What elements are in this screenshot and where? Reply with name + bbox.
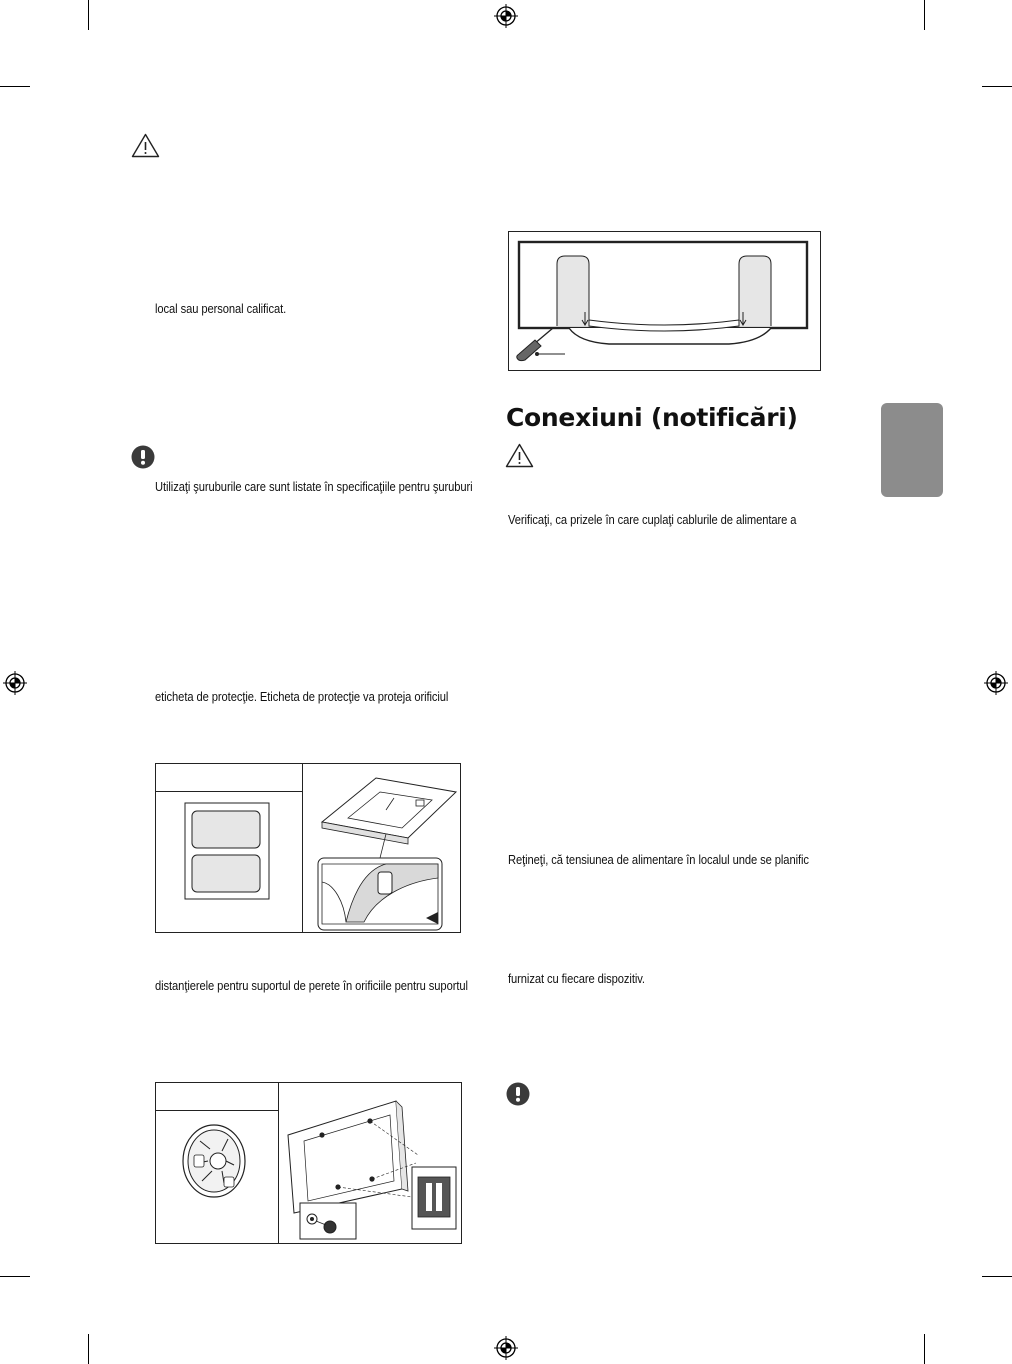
local-personnel-text: local sau personal calificat.	[155, 301, 287, 316]
spacers-note-text: distanţierele pentru suportul de perete în orificiile pentru suportul	[155, 978, 468, 993]
crop-mark	[982, 1276, 1012, 1277]
warning-triangle-icon	[505, 443, 534, 468]
crop-mark	[982, 86, 1012, 87]
protection-label-figure	[155, 763, 461, 933]
warning-triangle-icon	[131, 133, 160, 158]
crop-mark	[924, 1334, 925, 1364]
voltage-note-text: Reţineţi, că tensiunea de alimentare în localul unde se planific	[508, 852, 809, 867]
protection-sticker-illustration	[184, 802, 270, 900]
outlets-note-text: Verificaţi, ca prizele în care cuplaţi cablurile de alimentare a	[508, 512, 797, 527]
language-side-tab	[881, 403, 943, 497]
spacer-illustration	[180, 1119, 252, 1199]
exclamation-circle-icon	[131, 445, 155, 469]
wall-mount-spacer-figure	[155, 1082, 462, 1244]
registration-mark-icon	[984, 671, 1008, 695]
exclamation-circle-icon	[506, 1082, 530, 1106]
stand-screw-figure	[508, 231, 821, 371]
crop-mark	[0, 86, 30, 87]
crop-mark	[88, 1334, 89, 1364]
tv-back-sticker-illustration	[316, 772, 456, 928]
crop-mark	[88, 0, 89, 30]
registration-mark-icon	[3, 671, 27, 695]
crop-mark	[0, 1276, 30, 1277]
registration-mark-icon	[494, 4, 518, 28]
section-heading: Conexiuni (notificări)	[506, 403, 798, 432]
protection-label-text: eticheta de protecţie. Eticheta de protecţie va proteja orificiul	[155, 689, 449, 704]
crop-mark	[924, 0, 925, 30]
supplied-note-text: furnizat cu fiecare dispozitiv.	[508, 971, 645, 986]
wall-mount-installation-illustration	[286, 1093, 460, 1241]
registration-mark-icon	[494, 1336, 518, 1360]
tv-stand-screwdriver-illustration	[509, 232, 822, 372]
screws-note-text: Utilizaţi şuruburile care sunt listate în specificaţiile pentru şuruburi	[155, 479, 473, 494]
